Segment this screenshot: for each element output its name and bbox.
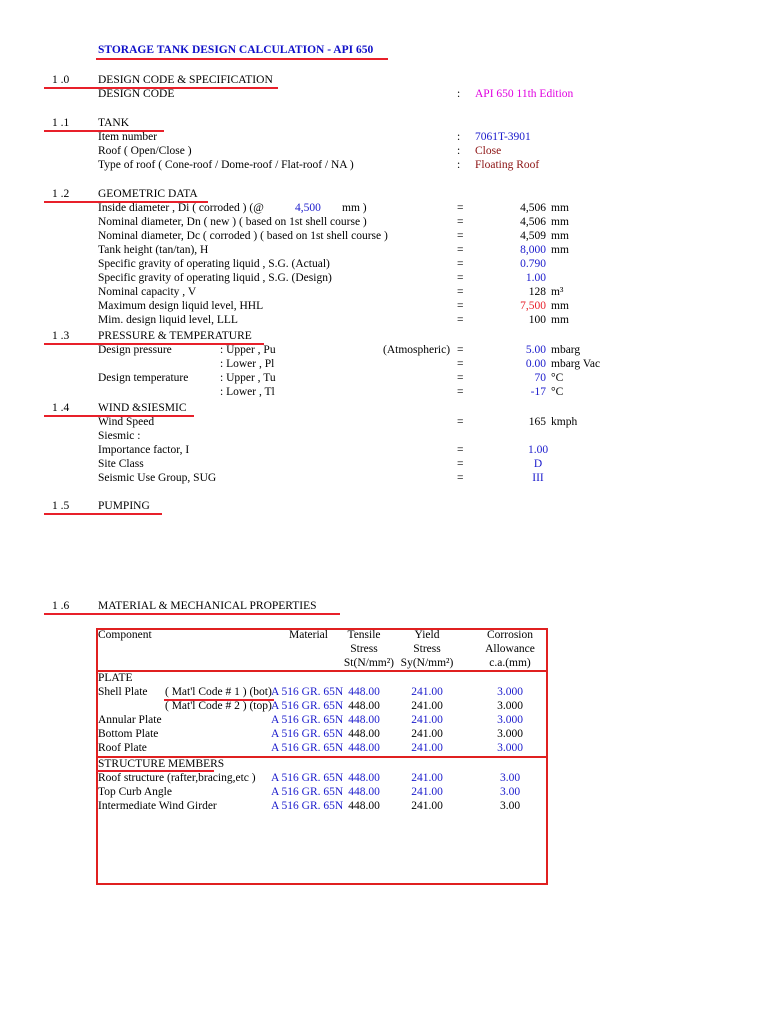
section-title-geometric: GEOMETRIC DATA (98, 188, 198, 200)
material-row-tensile: 448.00 (348, 714, 380, 726)
geo-row-label: Specific gravity of operating liquid , S.G. (Design) (98, 272, 332, 284)
col-header-corrosion: c.a.(mm) (489, 657, 531, 669)
geo-row-sep: = (457, 286, 464, 298)
col-header-yield: Stress (413, 643, 441, 655)
material-row-ca: 3.00 (499, 786, 521, 798)
geo-row-value: 4,506 (520, 216, 546, 228)
geo-row-value: 8,000 (520, 244, 546, 256)
tank-row-sep: : (457, 131, 461, 143)
wind-row-sep: = (457, 444, 464, 456)
material-row-tensile: 448.00 (348, 786, 380, 798)
section-number-1-4: 1 .4 (52, 402, 70, 414)
wind-row-sep: = (457, 416, 464, 428)
section-title-materials: MATERIAL & MECHANICAL PROPERTIES (98, 600, 317, 612)
geo-row-sep: = (457, 230, 464, 242)
material-row-yield: 241.00 (411, 728, 443, 740)
col-header-tensile: Tensile (347, 629, 381, 641)
design-code-value: API 650 11th Edition (475, 88, 574, 100)
pressure-row-value: 5.00 (525, 344, 546, 356)
geo-row-label: Tank height (tan/tan), H (98, 244, 209, 256)
wind-row-label: Wind Speed (98, 416, 155, 428)
pressure-row-sub: : Lower , Pl (220, 358, 275, 370)
material-row-material: A 516 GR. 65N (271, 742, 343, 754)
pressure-row-sub: : Upper , Pu (220, 344, 276, 356)
material-row-yield: 241.00 (411, 686, 443, 698)
material-row-component: Intermediate Wind Girder (98, 800, 217, 812)
geo-row-value: 0.790 (520, 258, 546, 270)
section-number-1-1: 1 .1 (52, 117, 70, 129)
material-row-component: Roof Plate (98, 742, 147, 754)
material-row-material: A 516 GR. 65N (271, 800, 343, 812)
geo-row-unit: m³ (551, 286, 564, 298)
tank-item-number: 7061T-3901 (475, 131, 531, 143)
material-row-component: Roof structure (rafter,bracing,etc ) (98, 772, 256, 784)
tank-roof-open-close: Close (475, 145, 502, 157)
col-header-tensile: St(N/mm²) (343, 657, 394, 669)
geo-row-unit: mm (551, 314, 569, 326)
design-pressure-label: Design pressure (98, 344, 172, 356)
geo-row-sep: = (457, 258, 464, 270)
geo-row-label: Specific gravity of operating liquid , S.G. (Actual) (98, 258, 330, 270)
col-header-yield: Yield (414, 629, 440, 641)
material-row-component: Shell Plate (98, 686, 148, 698)
geo-row-value: 7,500 (520, 300, 546, 312)
wind-row-label: Seismic Use Group, SUG (98, 472, 217, 484)
material-row-material: A 516 GR. 65N (271, 686, 343, 698)
col-header-material: Material (289, 629, 328, 641)
geo-row-label: Maximum design liquid level, HHL (98, 300, 264, 312)
material-row-yield: 241.00 (411, 714, 443, 726)
pressure-row-sep: = (457, 386, 464, 398)
material-row-tensile: 448.00 (348, 772, 380, 784)
pressure-row-value: -17 (530, 386, 546, 398)
tank-row-label: Roof ( Open/Close ) (98, 145, 192, 157)
title-underline (96, 58, 388, 60)
material-row-ca: 3.000 (497, 728, 523, 740)
wind-row-value: 165 (528, 416, 546, 428)
geo-row-label: Mim. design liquid level, LLL (98, 314, 238, 326)
col-header-component: Component (98, 629, 152, 641)
page-title: STORAGE TANK DESIGN CALCULATION - API 650 (98, 44, 374, 56)
pressure-row-sub: : Upper , Tu (220, 372, 276, 384)
pressure-row-sep: = (457, 372, 464, 384)
material-row-code: ( Mat'l Code # 1 ) (bot) (165, 686, 272, 698)
group-label-structure: STRUCTURE MEMBERS (98, 758, 225, 770)
material-row-yield: 241.00 (411, 742, 443, 754)
pressure-row-unit: °C (551, 386, 564, 398)
pressure-row-sub: : Lower , Tl (220, 386, 275, 398)
wind-row-label: Siesmic : (98, 430, 141, 442)
geo-row-unit: mm (551, 216, 569, 228)
geo-row-label: Nominal diameter, Dn ( new ) ( based on 1st shell course ) (98, 216, 367, 228)
wind-row-value: III (532, 472, 544, 484)
material-row-material: A 516 GR. 65N (271, 700, 343, 712)
section-underline (44, 613, 340, 615)
wind-row-sep: = (457, 458, 464, 470)
section-title-pumping: PUMPING (98, 500, 150, 512)
section-number-1-0: 1 .0 (52, 74, 70, 86)
material-row-yield: 241.00 (411, 700, 443, 712)
material-row-code: ( Mat'l Code # 2 ) (top) (165, 700, 272, 712)
geo-row-sep: = (457, 216, 464, 228)
geo-row-sep: = (457, 300, 464, 312)
material-row-yield: 241.00 (411, 786, 443, 798)
pressure-row-unit: °C (551, 372, 564, 384)
group-label-plate: PLATE (98, 672, 133, 684)
material-row-material: A 516 GR. 65N (271, 786, 343, 798)
section-title-design-code: DESIGN CODE & SPECIFICATION (98, 74, 273, 86)
material-row-ca: 3.000 (497, 742, 523, 754)
section-underline (44, 513, 162, 515)
col-header-tensile: Stress (350, 643, 378, 655)
pressure-row-unit: mbarg (551, 344, 581, 356)
geo-row-sep: = (457, 314, 464, 326)
tank-row-label: Type of roof ( Cone-roof / Dome-roof / Flat-roof / NA ) (98, 159, 354, 171)
material-row-ca: 3.00 (499, 772, 521, 784)
section-title-tank: TANK (98, 117, 130, 129)
geo-row-value: 4,506 (520, 202, 546, 214)
section-title-wind: WIND &SIESMIC (98, 402, 187, 414)
col-header-corrosion: Corrosion (487, 629, 533, 641)
geo-row-value: 1.00 (525, 272, 546, 284)
section-title-pressure: PRESSURE & TEMPERATURE (98, 330, 252, 342)
material-row-ca: 3.000 (497, 714, 523, 726)
atmospheric-label: (Atmospheric) (383, 344, 451, 356)
geo-row-sep: = (457, 272, 464, 284)
table-divider (96, 670, 548, 672)
geo-row-sep: = (457, 202, 464, 214)
tank-roof-type: Floating Roof (475, 159, 540, 171)
material-row-tensile: 448.00 (348, 742, 380, 754)
design-code-label: DESIGN CODE (98, 88, 175, 100)
material-row-component: Bottom Plate (98, 728, 159, 740)
pressure-row-value: 70 (534, 372, 546, 384)
col-header-corrosion: Allowance (485, 643, 535, 655)
material-row-material: A 516 GR. 65N (271, 728, 343, 740)
geo-row-unit: mm (551, 202, 569, 214)
wind-row-label: Importance factor, I (98, 444, 190, 456)
wind-row-label: Site Class (98, 458, 144, 470)
wind-row-value: D (533, 458, 543, 470)
section-number-1-6: 1 .6 (52, 600, 70, 612)
tank-row-label: Item number (98, 131, 158, 143)
material-row-ca: 3.000 (497, 686, 523, 698)
section-number-1-2: 1 .2 (52, 188, 70, 200)
tank-row-sep: : (457, 145, 461, 157)
material-row-ca: 3.000 (497, 700, 523, 712)
geo-row-sep: = (457, 244, 464, 256)
geo-inside-unit: mm ) (342, 202, 367, 214)
geo-row-value: 4,509 (520, 230, 546, 242)
material-row-yield: 241.00 (411, 800, 443, 812)
tank-row-sep: : (457, 159, 461, 171)
wind-row-sep: = (457, 472, 464, 484)
material-row-tensile: 448.00 (348, 686, 380, 698)
material-row-tensile: 448.00 (348, 700, 380, 712)
section-number-1-5: 1 .5 (52, 500, 70, 512)
section-number-1-3: 1 .3 (52, 330, 70, 342)
pressure-row-unit: mbarg Vac (551, 358, 601, 370)
pressure-row-value: 0.00 (525, 358, 546, 370)
design-temperature-label: Design temperature (98, 372, 189, 384)
geo-inside-label: Inside diameter , Di ( corroded ) (@ (98, 202, 264, 214)
material-row-tensile: 448.00 (348, 800, 380, 812)
wind-row-unit: kmph (551, 416, 578, 428)
wind-row-value: 1.00 (527, 444, 549, 456)
material-row-material: A 516 GR. 65N (271, 772, 343, 784)
geo-row-label: Nominal diameter, Dc ( corroded ) ( based on 1st shell course ) (98, 230, 388, 242)
pressure-row-sep: = (457, 358, 464, 370)
design-code-sep: : (457, 88, 461, 100)
material-row-yield: 241.00 (411, 772, 443, 784)
geo-row-value: 100 (528, 314, 546, 326)
geo-row-value: 128 (528, 286, 546, 298)
geo-row-unit: mm (551, 230, 569, 242)
material-row-material: A 516 GR. 65N (271, 714, 343, 726)
pressure-row-sep: = (457, 344, 464, 356)
geo-row-unit: mm (551, 244, 569, 256)
geo-row-label: Nominal capacity , V (98, 286, 197, 298)
geo-inside-value: 4,500 (295, 202, 321, 214)
material-row-tensile: 448.00 (348, 728, 380, 740)
col-header-yield: Sy(N/mm²) (400, 657, 454, 669)
material-row-ca: 3.00 (499, 800, 521, 812)
material-row-component: Top Curb Angle (98, 786, 172, 798)
geo-row-unit: mm (551, 300, 569, 312)
material-row-component: Annular Plate (98, 714, 162, 726)
